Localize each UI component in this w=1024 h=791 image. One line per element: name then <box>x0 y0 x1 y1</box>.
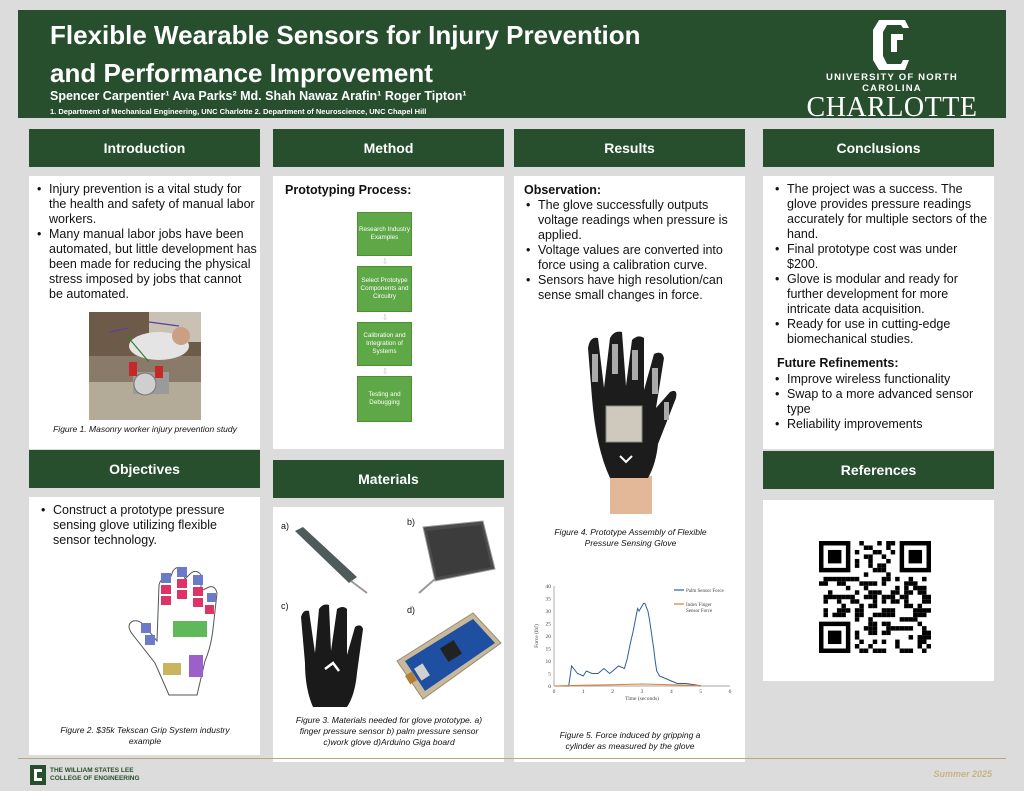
logo-university-text: UNIVERSITY OF NORTH CAROLINA <box>826 72 958 94</box>
list-item: • The project was a success. The glove provides pressure readings accurately for multiple sectors of the hand. <box>771 182 989 242</box>
list-item: • Voltage values are converted into force using a calibration curve. <box>522 243 740 273</box>
y-tick-label: 35 <box>545 596 551 603</box>
y-tick-label: 30 <box>545 609 551 615</box>
legend-label: Sensor Force <box>686 609 713 614</box>
conclusions-bullets <box>771 182 989 347</box>
list-item: • Improve wireless functionality <box>771 372 989 387</box>
x-tick-label: 2 <box>611 689 615 695</box>
flow-arrow-icon: ⇩ <box>381 257 389 266</box>
x-tick-label: 6 <box>728 689 732 695</box>
logo-charlotte-text: CHARLOTTE <box>806 92 978 123</box>
x-tick-label: 3 <box>640 689 644 695</box>
university-logo <box>802 18 982 123</box>
figure-1-caption: Figure 1. Masonry worker injury prevention study <box>53 424 237 434</box>
materials-heading: Materials <box>273 460 504 498</box>
prototyping-process-heading: Prototyping Process: <box>285 183 412 197</box>
palm-sensor-photo <box>413 517 499 597</box>
references-panel <box>763 500 994 681</box>
y-tick-label: 20 <box>545 634 551 640</box>
flow-step: Calibration and Integration of Systems <box>357 322 412 366</box>
title-line-2: and Performance Improvement <box>50 58 433 88</box>
observation-heading: Observation: <box>524 183 602 197</box>
future-refinements-bullets <box>771 372 989 432</box>
prototype-glove-photo <box>570 328 690 514</box>
list-item: • The glove successfully outputs voltage readings when pressure is applied. <box>522 198 740 243</box>
work-glove-photo <box>291 603 371 707</box>
y-tick-label: 15 <box>545 646 551 653</box>
results-panel <box>514 176 745 762</box>
season-label: Summer 2025 <box>933 769 992 779</box>
title-line-1: Flexible Wearable Sensors for Injury Prevention <box>50 20 641 50</box>
label-c: c) <box>281 601 289 611</box>
flow-step: Testing and Debugging <box>357 376 412 422</box>
future-refinements-heading: Future Refinements: <box>777 356 899 370</box>
legend-label: Index Finger <box>686 603 712 608</box>
introduction-heading: Introduction <box>29 129 260 167</box>
y-axis-label: Force (lbf) <box>534 624 540 648</box>
finger-sensor-photo <box>291 525 371 597</box>
poster-title <box>50 16 750 92</box>
label-b: b) <box>407 517 416 527</box>
results-heading: Results <box>514 129 745 167</box>
x-tick-label: 4 <box>669 689 673 695</box>
materials-panel <box>273 507 504 762</box>
figure-4-caption: Figure 4. Prototype Assembly of Flexible Pressure Sensing Glove <box>554 527 707 548</box>
objectives-heading: Objectives <box>29 450 260 488</box>
flow-arrow-icon: ⇩ <box>381 313 389 322</box>
list-item: • Construct a prototype pressure sensing glove utilizing flexible sensor technology. <box>37 503 247 548</box>
tekscan-grip-diagram <box>113 563 239 701</box>
list-item: • Swap to a more advanced sensor type <box>771 387 989 417</box>
list-item: • Final prototype cost was under $200. <box>771 242 989 272</box>
arduino-giga-board-photo <box>393 603 503 707</box>
list-item: • Many manual labor jobs have been automated, but little development has been made for reducing the physical stress imposed by jobs that cannot be automated. <box>33 227 257 302</box>
list-item: • Glove is modular and ready for further development for more intricate data acquisition. <box>771 272 989 317</box>
figure-3-caption: Figure 3. Materials needed for glove prototype. a) finger pressure sensor b) palm pressure sensor c)work glove d)Arduino Giga board <box>295 715 483 747</box>
introduction-panel <box>29 176 260 449</box>
conclusions-panel <box>763 176 994 449</box>
affiliations: 1. Department of Mechanical Engineering, UNC Charlotte 2. Department of Neuroscience, UNC Chapel Hill <box>50 107 427 116</box>
label-d: d) <box>407 605 416 615</box>
masonry-worker-photo <box>89 312 201 420</box>
label-a: a) <box>281 521 290 531</box>
conclusions-heading: Conclusions <box>763 129 994 167</box>
y-tick-label: 40 <box>545 584 551 590</box>
list-item: • Sensors have high resolution/can sense small changes in force. <box>522 273 740 303</box>
legend-label: Palm Sensor Force <box>686 589 724 594</box>
x-tick-label: 5 <box>699 689 703 695</box>
method-heading: Method <box>273 129 504 167</box>
references-heading: References <box>763 451 994 489</box>
college-line-1: THE WILLIAM STATES LEE <box>50 767 134 774</box>
flow-step: Select Prototype Components and Circuitry <box>357 266 412 312</box>
method-panel <box>273 176 504 449</box>
list-item: • Injury prevention is a vital study for the health and safety of manual labor workers. <box>33 182 257 227</box>
y-tick-label: 5 <box>548 671 551 678</box>
x-axis-label: Time (seconds) <box>625 696 659 702</box>
x-tick-label: 1 <box>581 689 585 695</box>
authors: Spencer Carpentier¹ Ava Parks² Md. Shah Nawaz Arafin¹ Roger Tipton¹ <box>50 89 467 103</box>
flow-step: Research Industry Examples <box>357 212 412 256</box>
flow-arrow-icon: ⇩ <box>381 367 389 376</box>
qr-code-icon[interactable] <box>819 541 931 653</box>
objectives-bullets <box>37 503 247 548</box>
series-line-palm <box>554 604 701 687</box>
poster-header <box>18 10 1006 123</box>
college-name <box>50 767 140 783</box>
figure-2-caption: Figure 2. $35k Tekscan Grip System industry example <box>60 725 230 746</box>
figure-5-caption: Figure 5. Force induced by gripping a cylinder as measured by the glove <box>559 730 701 751</box>
college-logo-icon <box>30 765 46 785</box>
crown-c-logo-icon <box>869 18 915 72</box>
force-chart <box>526 578 740 710</box>
poster <box>18 10 1006 791</box>
introduction-bullets <box>33 182 257 302</box>
list-item: • Ready for use in cutting-edge biomechanical studies. <box>771 317 989 347</box>
poster-footer <box>18 758 1006 791</box>
objectives-panel <box>29 497 260 755</box>
y-tick-label: 0 <box>548 684 551 690</box>
results-bullets <box>522 198 740 303</box>
x-tick-label: 0 <box>552 689 556 695</box>
college-line-2: COLLEGE OF ENGINEERING <box>50 775 140 782</box>
y-tick-label: 10 <box>545 659 551 665</box>
y-tick-label: 25 <box>545 621 551 628</box>
list-item: • Reliability improvements <box>771 417 989 432</box>
